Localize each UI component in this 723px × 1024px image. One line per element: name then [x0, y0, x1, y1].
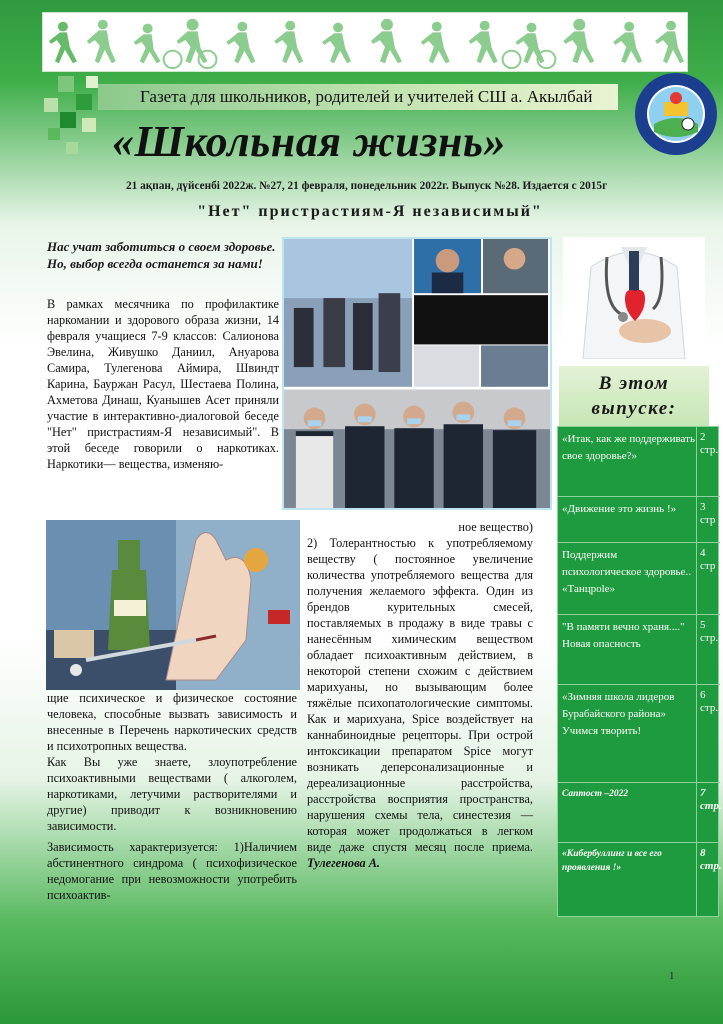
article-signature: Тулегенова А.	[307, 856, 380, 870]
toc-item	[558, 427, 720, 497]
toc-item	[558, 783, 720, 843]
doctor-illustration	[563, 237, 705, 359]
article-paragraph: В рамках месячника по профилактике наркомании и здорового образа жизни, 14 февраля учащиеся 7-9 классов: Салионова Эвелина, Живушко Даниил, Ануарова Самира, Тулегенова Аймира, Швиндт Карина, Бауржан Расул, Шестаева Полина, Ахметова Динаш, Куанышев Асет приняли участие в интерактивно-диалоговой беседе "Нет" пристрастиям-Я независимый". В этой беседе говорили о наркотиках. Наркотики— вещества, изменяю-	[47, 297, 279, 471]
newspaper-subtitle: Газета для школьников, родителей и учителей СШ а. Акылбай	[140, 87, 593, 106]
runners-illustration	[43, 13, 687, 71]
article-paragraph: щие психическое и физическое состояние человека, способные вызвать зависимость и внесенные в Перечень наркотических средств и психотропных вещества.	[47, 691, 297, 753]
toc-item-page: 2 стр.	[696, 427, 720, 496]
toc-item	[558, 615, 720, 685]
article-lead: Нас учат заботиться о своем здоровье. Но, выбор всегда останется за нами!	[47, 239, 276, 271]
article-headline: "Нет" пристрастиям-Я независимый"	[197, 203, 543, 220]
toc-item-page: 5 стр.	[696, 615, 720, 684]
newspaper-title: «Школьная жизнь»	[112, 117, 506, 166]
anti-drug-painting	[46, 520, 300, 690]
toc-item-title: «Итак, как же поддерживать свое здоровье?»	[562, 433, 695, 462]
toc-item-title: "В памяти вечно храня...." Новая опасность	[562, 621, 685, 650]
toc-item-page: 4 стр	[696, 543, 720, 614]
table-of-contents	[557, 426, 722, 917]
toc-item	[558, 843, 720, 916]
toc-item-title: «Движение это жизнь !»	[562, 503, 677, 515]
article-column-1-bottom	[47, 690, 297, 940]
toc-item-page: 8 стр.	[696, 843, 720, 916]
article-paragraph: Как Вы уже знаете, злоупотребление психоактивными веществами ( алкоголем, наркотиками, летучими растворителями и другие) приводит к возникновению зависимости.	[47, 755, 297, 833]
toc-item-page: 6 стр.	[696, 685, 720, 782]
toc-item-page: 7 стр.	[696, 783, 720, 842]
toc-item-title: «Зимняя школа лидеров Бурабайского района» Учимся творить!	[562, 691, 675, 737]
toc-item	[558, 543, 720, 615]
issue-line: 21 ақпан, дүйсенбі 2022ж. №27, 21 февраля, понедельник 2022г. Выпуск №28. Издается с 2015г	[126, 180, 608, 192]
toc-item-title: Саптост –2022	[562, 789, 629, 799]
event-photos-collage	[282, 237, 552, 510]
painting-image	[46, 520, 300, 690]
toc-item	[558, 685, 720, 783]
article-paragraph: Зависимость характеризуется: 1)Наличием абстинентного синдрома ( психофизическое недомогание при невозможности употребить психоактив-	[47, 840, 297, 902]
article-paragraph	[307, 535, 533, 871]
article-column-1-top	[47, 296, 279, 516]
toc-heading: В этом выпуске:	[559, 366, 709, 426]
school-emblem-icon	[634, 72, 718, 156]
page-number: 1	[669, 970, 675, 982]
toc-item-title: Поддержим психологическое здоровье.. «Танцpole»	[562, 549, 691, 595]
toc-item	[558, 497, 720, 543]
article-text: 2) Толерантностью к употребляемому веществу ( постоянное увеличение количества употребляемого вещества для получения желаемого эффекта. Один из брендов курительных смесей, поставляемых в продажу в виде травы с нанесённым химическим веществом обладает психоактивным действием, в некоторой степени схожим с действием марихуаны, но вызывающим более тяжёлые психопатологические симптомы. Как и марихуана, Spice воздействует на каннабиноидные рецепторы. При острой интоксикации препаратом Spice могут возникать деперсонализационные и дереализационные расстройства, расстройства восприятия пространства, нарушения схемы тела, синестезия — которая может продолжаться в легком виде даже спустя месяц после приема.	[307, 536, 533, 854]
photo-collage-image	[284, 239, 550, 508]
toc-item-title: «Кибербуллинг и все его проявления !»	[562, 849, 662, 873]
school-logo	[634, 72, 718, 156]
article-paragraph: ное вещество)	[458, 520, 533, 534]
article-column-2	[307, 519, 533, 929]
toc-item-page: 3 стр	[696, 497, 720, 542]
header-banner	[42, 12, 688, 72]
doctor-with-heart-image	[563, 237, 705, 359]
